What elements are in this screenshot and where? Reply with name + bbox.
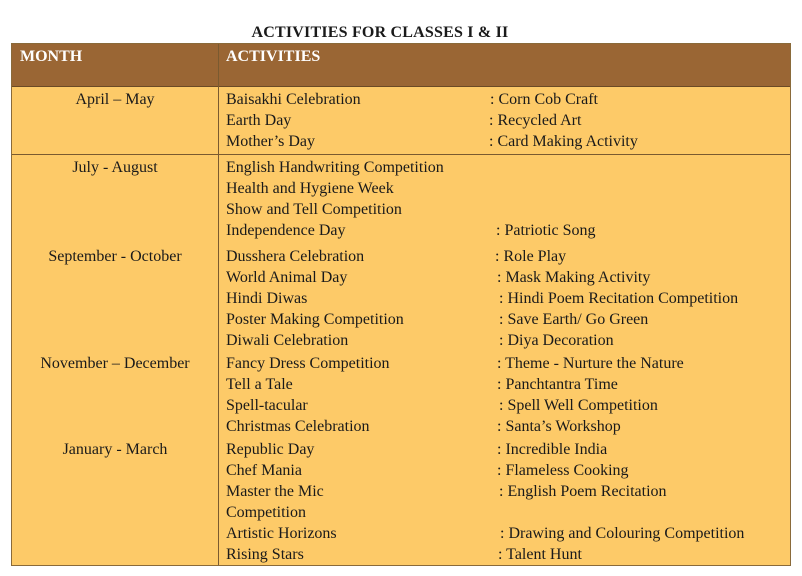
activity-detail: : Card Making Activity [489,133,638,150]
activity-detail: : Hindi Poem Recitation Competition [499,290,739,307]
activity-item: English Handwriting Competition [226,159,444,176]
month-january-march: January - March [62,441,168,458]
activity-item: Fancy Dress Competition [226,355,390,372]
month-april-may: April – May [75,91,155,108]
month-september-october: September - October [48,248,182,265]
month-july-august: July - August [72,159,158,176]
activity-item: Christmas Celebration [226,418,370,435]
activity-item: World Animal Day [226,269,348,286]
activity-item: Republic Day [226,441,315,458]
header-month: MONTH [20,48,83,65]
activity-item: Diwali Celebration [226,332,349,349]
activity-item: Show and Tell Competition [226,201,402,218]
activity-detail: : Theme - Nurture the Nature [497,355,684,372]
activity-detail: : Mask Making Activity [497,269,651,286]
page-title: ACTIVITIES FOR CLASSES I & II [251,24,509,41]
activity-detail: : Corn Cob Craft [490,91,598,108]
row-separator [12,154,790,155]
activity-detail: : Role Play [495,248,567,265]
activities-table [11,43,791,566]
activity-detail: : Incredible India [497,441,608,458]
activity-detail: : Talent Hunt [498,546,582,563]
activity-item: Competition [226,504,306,521]
activity-detail: : Recycled Art [489,112,582,129]
activity-item: Master the Mic [226,483,324,500]
activity-detail: : Panchtantra Time [497,376,618,393]
activity-detail: : Patriotic Song [496,222,596,239]
activity-item: Baisakhi Celebration [226,91,361,108]
activity-item: Independence Day [226,222,346,239]
activity-item: Earth Day [226,112,292,129]
activity-item: Mother’s Day [226,133,316,150]
activity-detail: : Diya Decoration [499,332,614,349]
activity-item: Chef Mania [226,462,302,479]
activity-item: Hindi Diwas [226,290,308,307]
activity-detail: : Flameless Cooking [497,462,629,479]
activity-item: Health and Hygiene Week [226,180,394,197]
month-november-december: November – December [40,355,190,372]
activity-detail: : Spell Well Competition [499,397,658,414]
activity-item: Rising Stars [226,546,304,563]
activity-item: Artistic Horizons [226,525,337,542]
activity-item: Tell a Tale [226,376,293,393]
activity-detail: : Save Earth/ Go Green [499,311,649,328]
activity-detail: : English Poem Recitation [499,483,667,500]
activity-item: Dusshera Celebration [226,248,365,265]
activity-detail: : Santa’s Workshop [497,418,621,435]
table-header [12,44,790,87]
activity-item: Spell-tacular [226,397,308,414]
activity-item: Poster Making Competition [226,311,404,328]
header-activities: ACTIVITIES [226,48,321,65]
column-divider [218,44,219,565]
activity-detail: : Drawing and Colouring Competition [500,525,745,542]
